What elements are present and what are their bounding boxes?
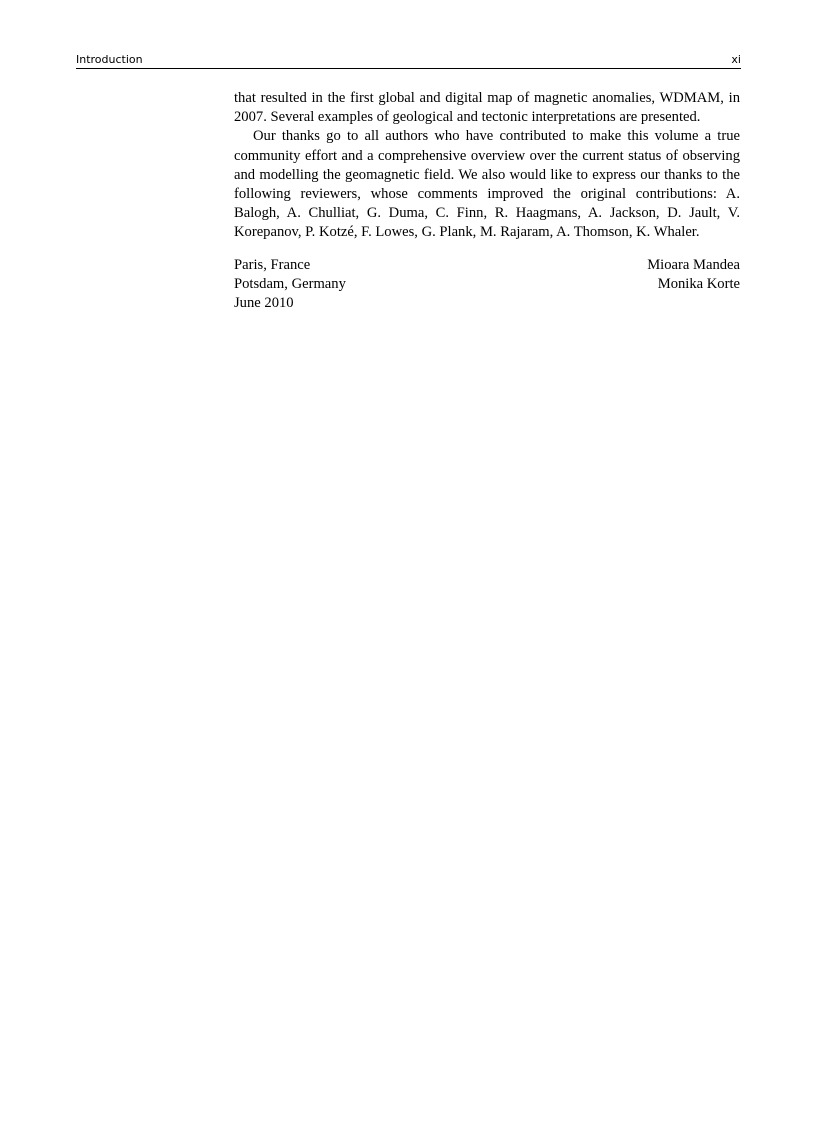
paragraph: that resulted in the first global and digital map of magnetic anomalies, WDMAM, in 2007. Several examples of geological and tectonic interpretations are presented. [234,90,740,126]
running-header-title: Introduction [76,53,143,66]
paragraph: Our thanks go to all authors who have contributed to make this volume a true community effort and a comprehensive overview over the current status of observing and modelling the geomagnetic field. We also would like to express our thanks to the following reviewers, whose comments improved the original contributions: A. Balogh, A. Chulliat, G. Duma, C. Finn, R. Haagmans, A. Jackson, D. Jault, V. Korepanov, P. Kotzé, F. Lowes, G. Plank, M. Rajaram, A. Thomson, K. Whaler. [234,128,740,241]
page-number: xi [731,53,741,66]
signature-date: June 2010 [234,295,294,312]
signature-place: Potsdam, Germany [234,276,346,293]
signature-places [234,256,346,314]
editor-name: Mioara Mandea [647,257,740,273]
running-header [76,52,741,69]
signature-place: Paris, France [234,257,311,273]
editor-name: Monika Korte [657,276,740,293]
body-text [234,89,740,243]
signature-editors [647,256,740,294]
